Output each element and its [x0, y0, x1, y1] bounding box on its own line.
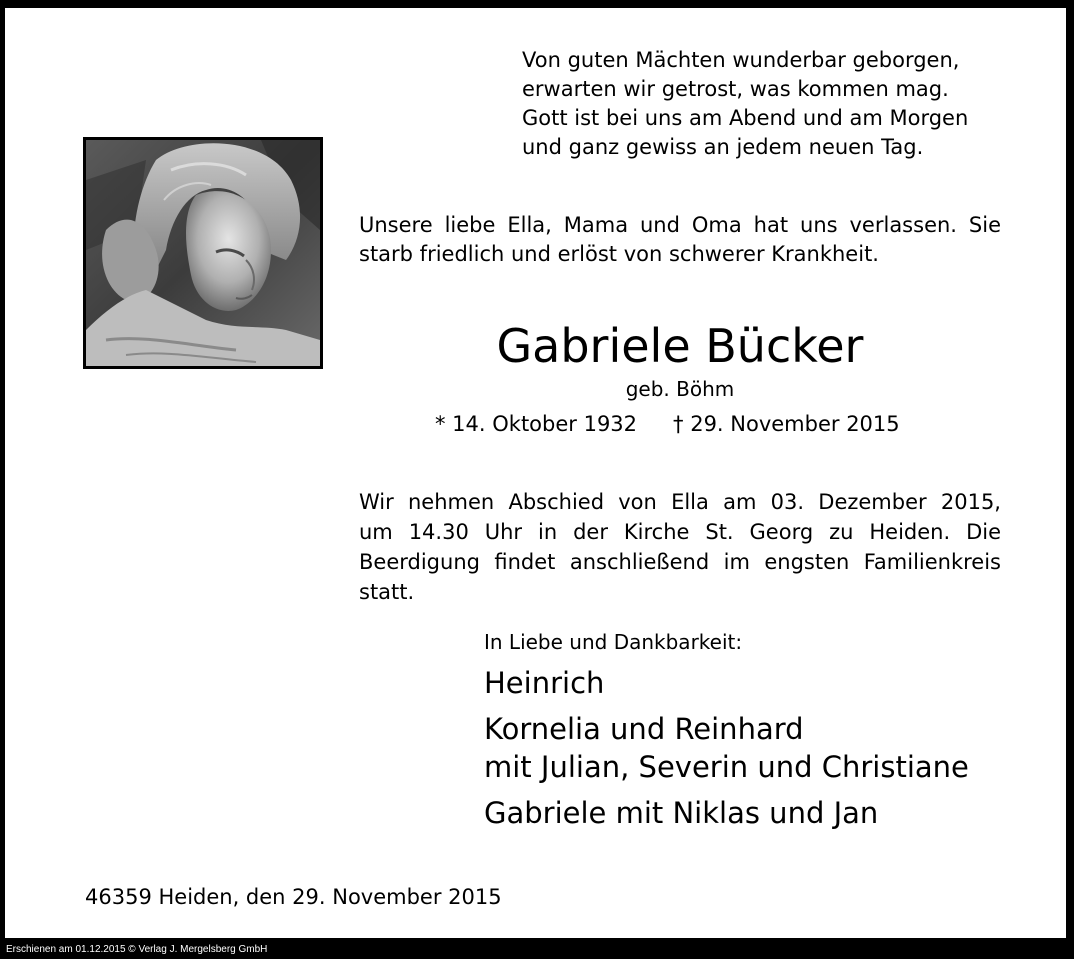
farewell-line: Beerdigung findet anschließend im engsten Familienkreis [359, 550, 1001, 574]
poem-line: Von guten Mächten wunderbar geborgen, [522, 48, 960, 72]
intro-text: Unsere liebe Ella, Mama und Oma hat uns verlassen. Sie starb friedlich und erlöst von schwerer Krankheit. [359, 213, 1001, 266]
place-date: 46359 Heiden, den 29. November 2015 [85, 885, 502, 909]
farewell-text [359, 487, 1001, 607]
poem-line: und ganz gewiss an jedem neuen Tag. [522, 135, 924, 159]
deceased-name: Gabriele Bücker [496, 319, 864, 373]
birth-date: * 14. Oktober 1932 [435, 412, 638, 436]
family-signature [484, 628, 969, 832]
poem-line: erwarten wir getrost, was kommen mag. [522, 77, 949, 101]
death-date: † 29. November 2015 [673, 412, 900, 436]
publication-footer: Erschienen am 01.12.2015 © Verlag J. Mergelsberg GmbH [0, 941, 1074, 959]
maiden-name: geb. Böhm [625, 377, 735, 401]
family-member: Heinrich [484, 666, 605, 700]
poem [522, 46, 968, 162]
farewell-line: statt. [359, 580, 415, 604]
farewell-line: Wir nehmen Abschied von Ella am 03. Dezember 2015, [359, 490, 1001, 514]
family-member: Kornelia und Reinhard [484, 712, 804, 746]
poem-line: Gott ist bei uns am Abend und am Morgen [522, 106, 969, 130]
farewell-line: um 14.30 Uhr in der Kirche St. Georg zu Heiden. Die [359, 520, 1001, 544]
angel-statue-photo [83, 137, 323, 369]
life-dates [435, 410, 900, 438]
family-member: Gabriele mit Niklas und Jan [484, 796, 879, 830]
angel-statue-icon [86, 140, 320, 366]
family-member: mit Julian, Severin und Christiane [484, 750, 969, 784]
family-lead: In Liebe und Dankbarkeit: [484, 630, 743, 654]
